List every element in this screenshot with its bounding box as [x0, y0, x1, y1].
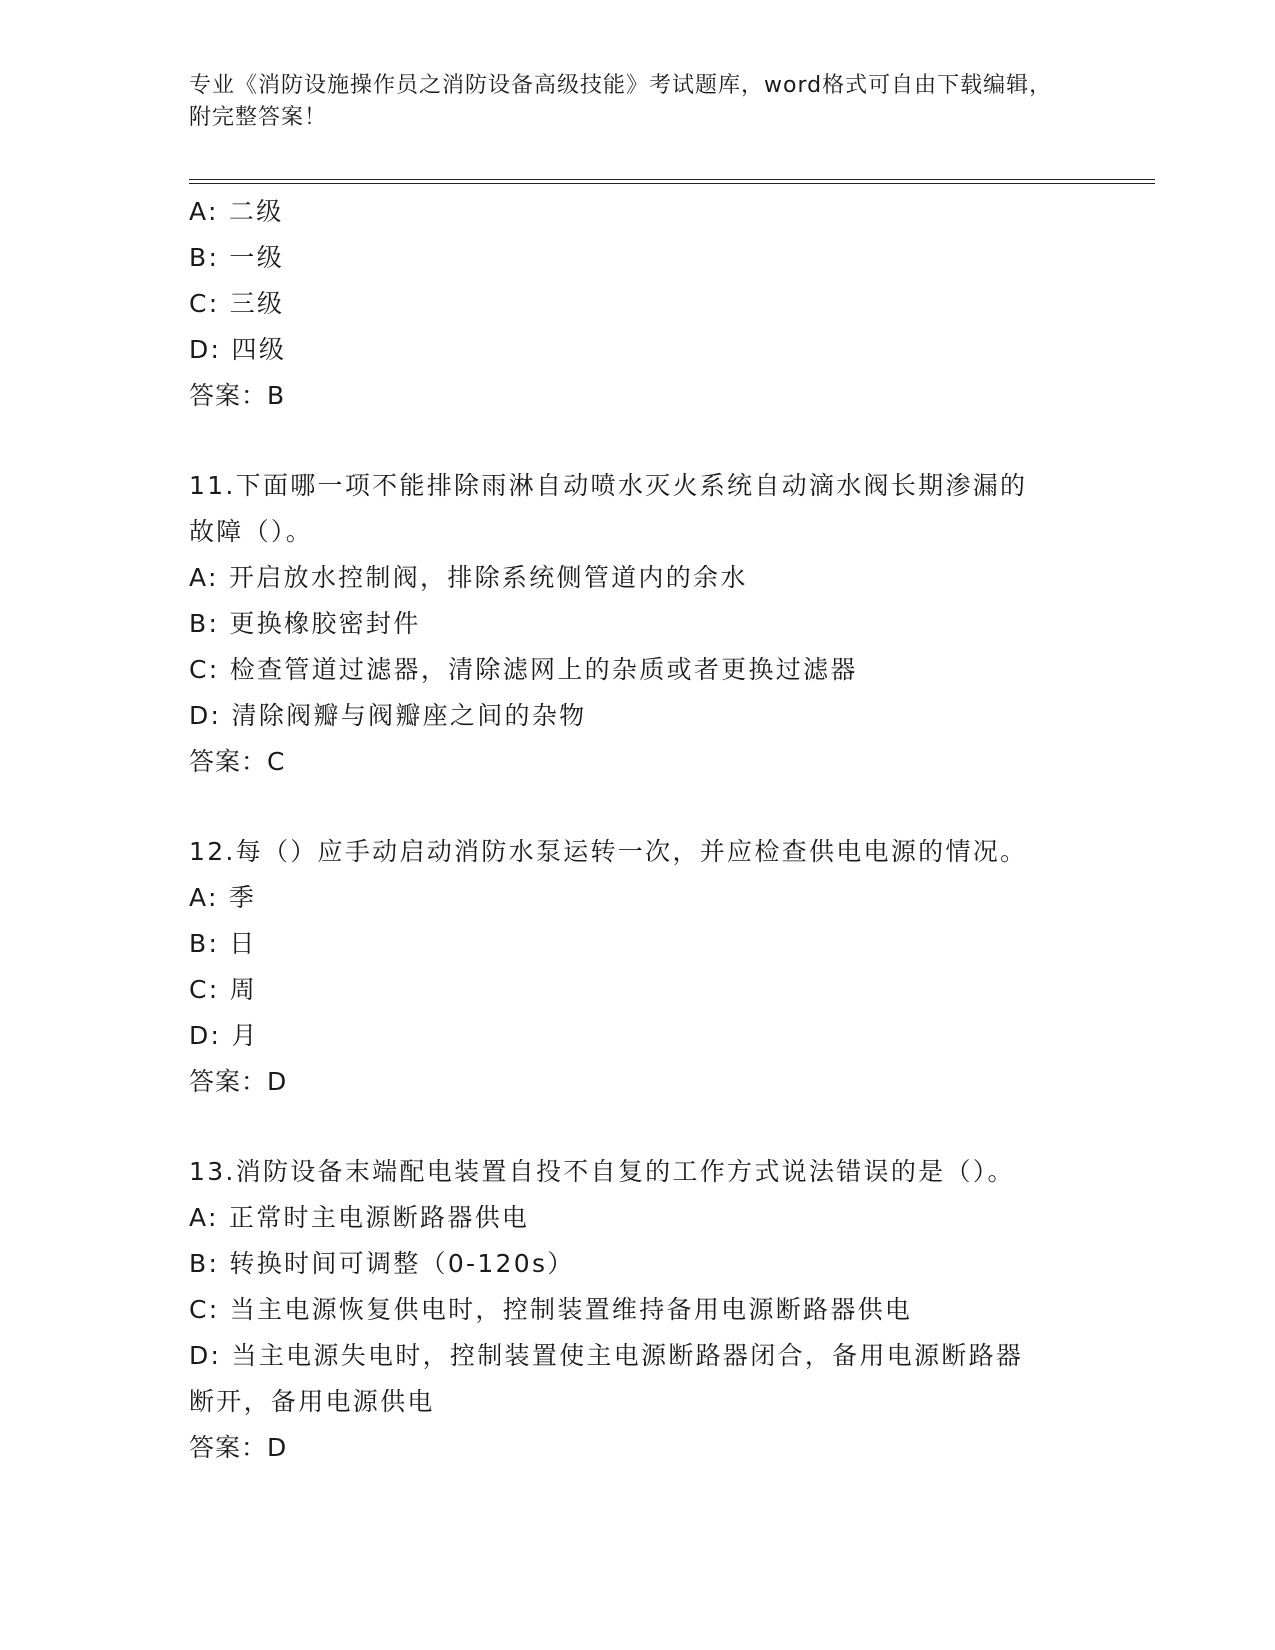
answer: 答案：C [189, 747, 286, 776]
option-a: A: 二级 [189, 197, 284, 226]
option-d: D: 清除阀瓣与阀瓣座之间的杂物 [189, 701, 587, 730]
option-b: B: 转换时间可调整（0-120s） [189, 1249, 575, 1278]
answer: 答案：B [189, 381, 286, 410]
spacer [189, 785, 1089, 829]
question-text: 12.每（）应手动启动消防水泵运转一次，并应检查供电电源的情况。 [189, 837, 1028, 866]
option-d: D: 四级 [189, 335, 287, 364]
answer: 答案：D [189, 1067, 288, 1096]
option-b: B: 更换橡胶密封件 [189, 609, 421, 638]
spacer [189, 1105, 1089, 1149]
question-text-line2: 故障（）。 [189, 517, 314, 546]
header-divider-top [189, 179, 1155, 180]
option-a: A: 开启放水控制阀，排除系统侧管道内的余水 [189, 563, 748, 592]
option-c: C: 检查管道过滤器，清除滤网上的杂质或者更换过滤器 [189, 655, 858, 684]
option-a: A: 季 [189, 883, 257, 912]
option-b: B: 日 [189, 929, 257, 958]
document-header: 专业《消防设施操作员之消防设备高级技能》考试题库，word格式可自由下载编辑，附完整答案！ [189, 73, 1053, 130]
option-c: C: 三级 [189, 289, 285, 318]
question-text: 13.消防设备末端配电装置自投不自复的工作方式说法错误的是（）。 [189, 1157, 1015, 1186]
option-d: D: 月 [189, 1021, 259, 1050]
question-12 [189, 829, 1089, 1105]
question-10 [189, 189, 1089, 419]
header-divider-bottom [189, 183, 1155, 184]
question-11 [189, 463, 1089, 785]
question-13 [189, 1149, 1089, 1471]
option-a: A: 正常时主电源断路器供电 [189, 1203, 530, 1232]
option-d-line2: 断开，备用电源供电 [189, 1387, 435, 1416]
option-b: B: 一级 [189, 243, 285, 272]
spacer [189, 419, 1089, 463]
question-list [189, 189, 1089, 1471]
option-c: C: 周 [189, 975, 258, 1004]
question-text-line1: 11.下面哪一项不能排除雨淋自动喷水灭火系统自动滴水阀长期渗漏的 [189, 471, 1028, 500]
answer: 答案：D [189, 1433, 288, 1462]
option-d-line1: D: 当主电源失电时，控制装置使主电源断路器闭合，备用电源断路器 [189, 1341, 1024, 1370]
option-c: C: 当主电源恢复供电时，控制装置维持备用电源断路器供电 [189, 1295, 913, 1324]
